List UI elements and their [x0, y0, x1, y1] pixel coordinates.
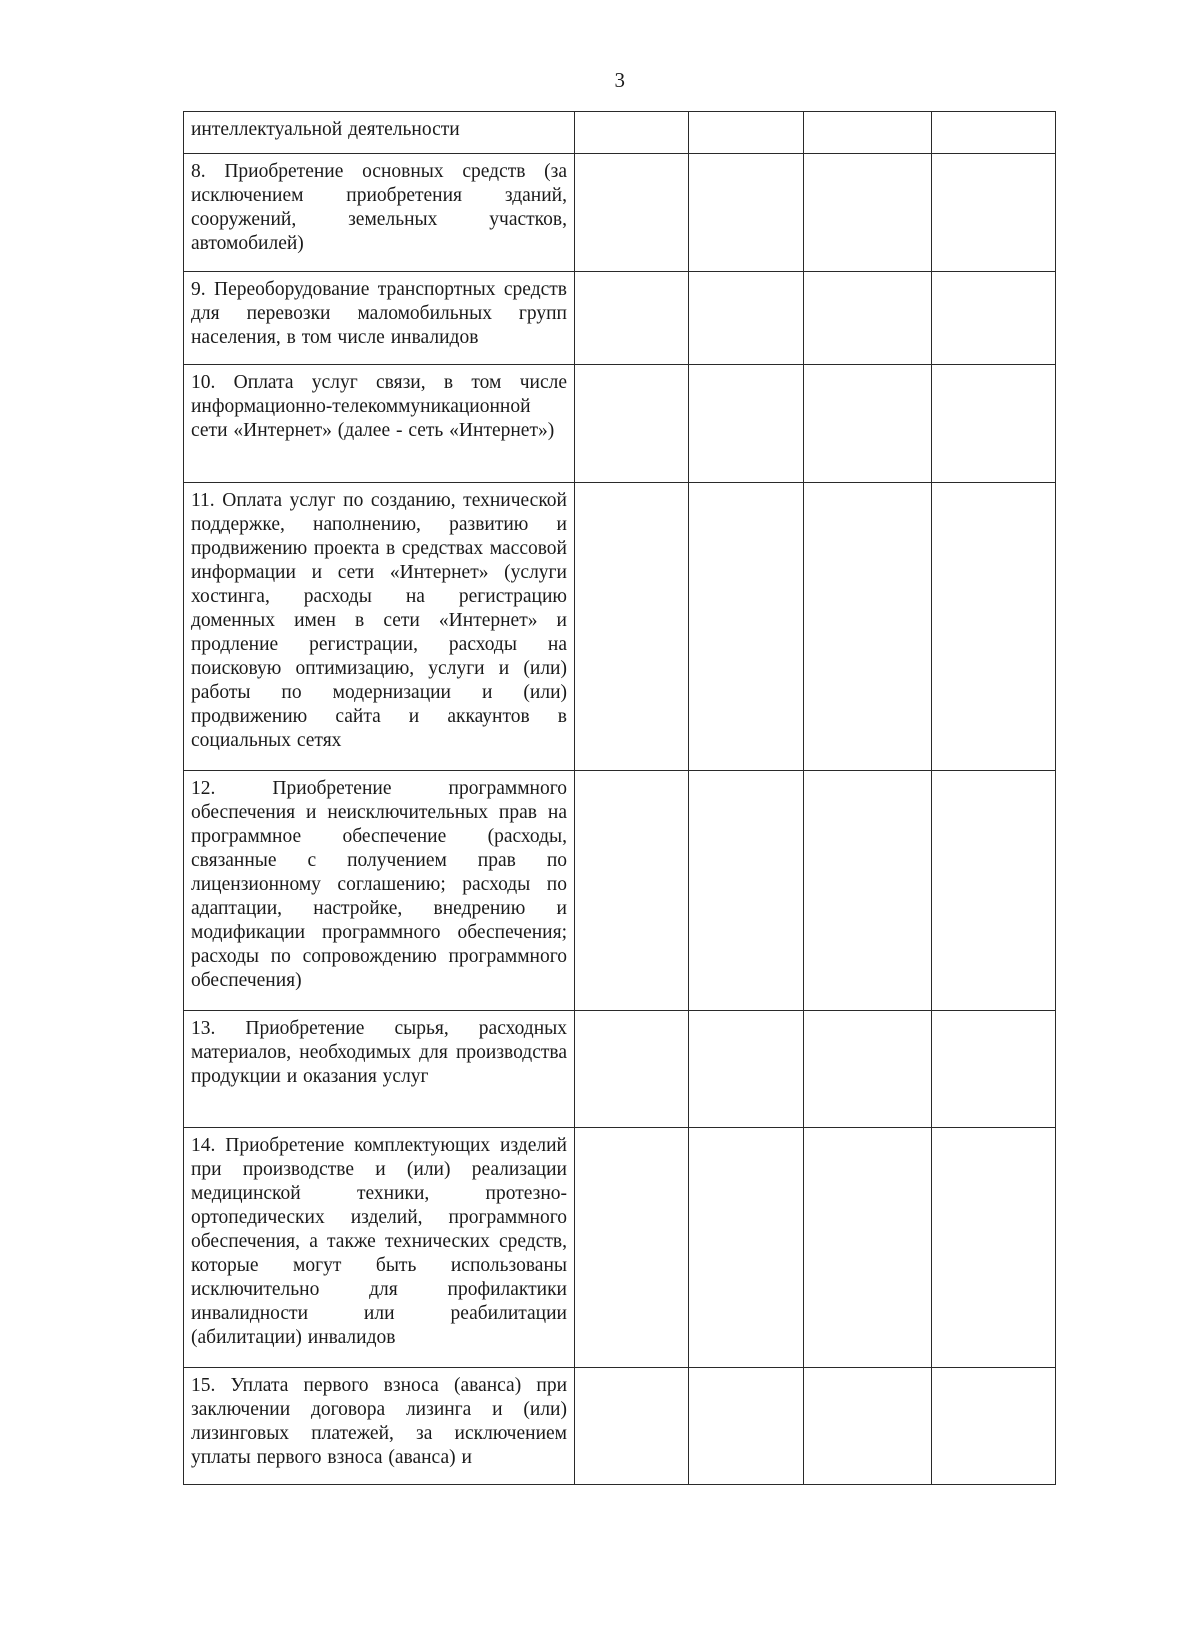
expense-item-cell: 11. Оплата услуг по созданию, технической поддержке, наполнению, развитию и продвижению проекта в средствах массовой информации и сети «Интернет» (услуги хостинга, расходы на регистрацию доменных имен в сети «Интернет» и продление регистрации, расходы на поисковую оптимизацию, услуги и (или) работы по модернизации и (или) продвижению сайта и аккаунтов в социальных сетях [184, 483, 575, 771]
empty-cell [804, 154, 932, 272]
table-row [184, 272, 1056, 365]
empty-cell [804, 483, 932, 771]
empty-cell [932, 154, 1056, 272]
expense-item-cell: 8. Приобретение основных средств (за исключением приобретения зданий, сооружений, земельных участков, автомобилей) [184, 154, 575, 272]
empty-cell [932, 365, 1056, 483]
empty-cell [804, 1011, 932, 1128]
page-number: 3 [614, 68, 626, 92]
empty-cell [804, 1368, 932, 1485]
expense-table [183, 111, 1056, 1485]
empty-cell [804, 365, 932, 483]
empty-cell [575, 771, 689, 1011]
empty-cell [575, 1128, 689, 1368]
empty-cell [689, 112, 804, 154]
expense-item-cell: интеллектуальной деятельности [184, 112, 575, 154]
expense-item-cell: 13. Приобретение сырья, расходных материалов, необходимых для производства продукции и оказания услуг [184, 1011, 575, 1128]
empty-cell [689, 154, 804, 272]
empty-cell [932, 112, 1056, 154]
empty-cell [575, 1011, 689, 1128]
table-row [184, 1011, 1056, 1128]
empty-cell [575, 365, 689, 483]
expense-item-cell: 9. Переоборудование транспортных средств для перевозки маломобильных групп населения, в том числе инвалидов [184, 272, 575, 365]
empty-cell [575, 1368, 689, 1485]
empty-cell [689, 1011, 804, 1128]
empty-cell [689, 771, 804, 1011]
empty-cell [575, 154, 689, 272]
table-row [184, 1128, 1056, 1368]
empty-cell [932, 272, 1056, 365]
empty-cell [932, 1368, 1056, 1485]
empty-cell [575, 112, 689, 154]
empty-cell [804, 771, 932, 1011]
empty-cell [932, 1128, 1056, 1368]
expense-item-cell: 15. Уплата первого взноса (аванса) при заключении договора лизинга и (или) лизинговых платежей, за исключением уплаты первого взноса (аванса) и [184, 1368, 575, 1485]
empty-cell [804, 272, 932, 365]
expense-item-cell: 12. Приобретение программного обеспечения и неисключительных прав на программное обеспечение (расходы, связанные с получением прав по лицензионному соглашению; расходы по адаптации, настройке, внедрению и модификации программного обеспечения; расходы по сопровождению программного обеспечения) [184, 771, 575, 1011]
table-row [184, 771, 1056, 1011]
table-row [184, 483, 1056, 771]
table-row [184, 112, 1056, 154]
empty-cell [932, 771, 1056, 1011]
expense-item-cell: 14. Приобретение комплектующих изделий при производстве и (или) реализации медицинской техники, протезно-ортопедических изделий, программного обеспечения, а также технических средств, которые могут быть использованы исключительно для профилактики инвалидности или реабилитации (абилитации) инвалидов [184, 1128, 575, 1368]
empty-cell [932, 1011, 1056, 1128]
expense-item-cell: 10. Оплата услуг связи, в том числе информационно-телекоммуникационной сети «Интернет» (далее - сеть «Интернет») [184, 365, 575, 483]
table-row [184, 365, 1056, 483]
table-row [184, 1368, 1056, 1485]
empty-cell [689, 1368, 804, 1485]
empty-cell [575, 272, 689, 365]
empty-cell [804, 112, 932, 154]
empty-cell [689, 272, 804, 365]
empty-cell [932, 483, 1056, 771]
table-row [184, 154, 1056, 272]
empty-cell [689, 1128, 804, 1368]
empty-cell [689, 483, 804, 771]
empty-cell [689, 365, 804, 483]
empty-cell [804, 1128, 932, 1368]
empty-cell [575, 483, 689, 771]
